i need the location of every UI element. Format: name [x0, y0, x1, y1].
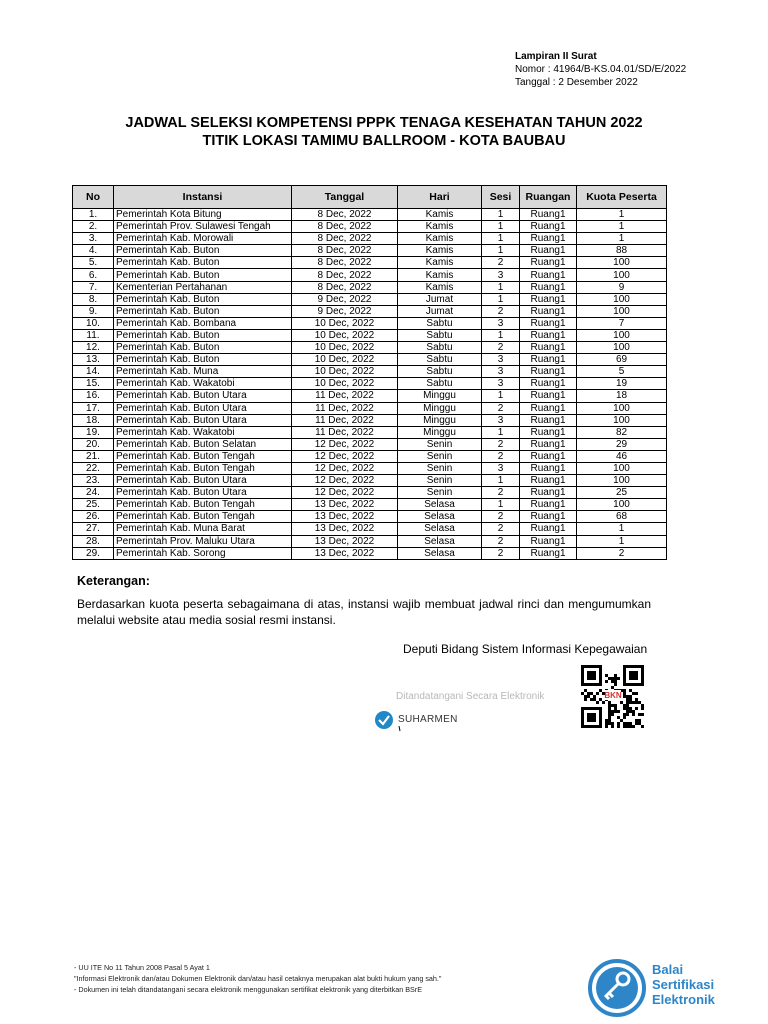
signature-mark-icon	[398, 726, 402, 732]
cell-no: 21.	[73, 450, 114, 462]
svg-text:BKN: BKN	[604, 691, 622, 700]
cell-hari: Selasa	[398, 511, 482, 523]
table-row	[73, 233, 667, 245]
cell-tanggal: 13 Dec, 2022	[292, 535, 398, 547]
cell-sesi: 3	[482, 462, 520, 474]
table-row	[73, 269, 667, 281]
cell-ruangan: Ruang1	[520, 269, 577, 281]
cell-hari: Kamis	[398, 233, 482, 245]
table-row	[73, 354, 667, 366]
cell-instansi: Pemerintah Kab. Buton	[114, 329, 292, 341]
table-row	[73, 487, 667, 499]
cell-no: 16.	[73, 390, 114, 402]
cell-tanggal: 8 Dec, 2022	[292, 233, 398, 245]
cell-kuota: 100	[577, 462, 667, 474]
notes-body: Berdasarkan kuota peserta sebagaimana di atas, instansi wajib membuat jadwal rinci dan mengumumkan melalui website atau media sosial resmi instansi.	[77, 597, 651, 627]
letter-number: Nomor : 41964/B-KS.04.01/SD/E/2022	[515, 64, 687, 75]
cell-no: 26.	[73, 511, 114, 523]
table-row	[73, 402, 667, 414]
cell-tanggal: 10 Dec, 2022	[292, 342, 398, 354]
cell-no: 28.	[73, 535, 114, 547]
cell-ruangan: Ruang1	[520, 535, 577, 547]
cell-kuota: 9	[577, 281, 667, 293]
cell-ruangan: Ruang1	[520, 293, 577, 305]
table-row	[73, 511, 667, 523]
column-header-kuota: Kuota Peserta	[577, 186, 667, 209]
cell-sesi: 2	[482, 511, 520, 523]
cell-ruangan: Ruang1	[520, 511, 577, 523]
cell-no: 6.	[73, 269, 114, 281]
column-header-tanggal: Tanggal	[292, 186, 398, 209]
cell-kuota: 19	[577, 378, 667, 390]
cell-ruangan: Ruang1	[520, 547, 577, 559]
letter-date: Tanggal : 2 Desember 2022	[515, 77, 638, 88]
cell-kuota: 100	[577, 257, 667, 269]
cell-kuota: 69	[577, 354, 667, 366]
cell-tanggal: 12 Dec, 2022	[292, 438, 398, 450]
cell-ruangan: Ruang1	[520, 390, 577, 402]
document-subtitle: TITIK LOKASI TAMIMU BALLROOM - KOTA BAUBAU	[202, 133, 566, 149]
cell-tanggal: 9 Dec, 2022	[292, 305, 398, 317]
cell-instansi: Pemerintah Kab. Buton Tengah	[114, 462, 292, 474]
cell-kuota: 100	[577, 402, 667, 414]
cell-tanggal: 8 Dec, 2022	[292, 257, 398, 269]
notes-heading: Keterangan:	[77, 574, 150, 588]
cell-ruangan: Ruang1	[520, 402, 577, 414]
cell-sesi: 2	[482, 487, 520, 499]
footer-line: - UU ITE No 11 Tahun 2008 Pasal 5 Ayat 1	[74, 963, 210, 972]
table-row	[73, 293, 667, 305]
cell-tanggal: 11 Dec, 2022	[292, 390, 398, 402]
bsre-name-line: Elektronik	[652, 992, 715, 1007]
cell-no: 5.	[73, 257, 114, 269]
column-header-ruangan: Ruangan	[520, 186, 577, 209]
cell-tanggal: 10 Dec, 2022	[292, 378, 398, 390]
cell-instansi: Pemerintah Prov. Sulawesi Tengah	[114, 221, 292, 233]
cell-hari: Sabtu	[398, 366, 482, 378]
cell-sesi: 2	[482, 523, 520, 535]
cell-instansi: Pemerintah Kab. Muna Barat	[114, 523, 292, 535]
cell-sesi: 3	[482, 414, 520, 426]
cell-kuota: 100	[577, 305, 667, 317]
cell-sesi: 2	[482, 535, 520, 547]
table-body	[73, 209, 667, 560]
cell-hari: Jumat	[398, 305, 482, 317]
cell-hari: Jumat	[398, 293, 482, 305]
cell-instansi: Pemerintah Kab. Buton Tengah	[114, 450, 292, 462]
schedule-table	[72, 185, 667, 560]
cell-kuota: 5	[577, 366, 667, 378]
table-row	[73, 221, 667, 233]
table-row	[73, 305, 667, 317]
column-header-instansi: Instansi	[114, 186, 292, 209]
cell-kuota: 100	[577, 293, 667, 305]
table-row	[73, 438, 667, 450]
letter-reference	[515, 50, 686, 89]
footer-line: "Informasi Elektronik dan/atau Dokumen Elektronik dan/atau hasil cetaknya merupakan alat bukti hukum yang sah."	[74, 974, 442, 983]
cell-no: 24.	[73, 487, 114, 499]
cell-kuota: 100	[577, 329, 667, 341]
table-row	[73, 317, 667, 329]
electronic-signature-text: Ditandatangani Secara Elektronik	[396, 691, 545, 702]
cell-no: 23.	[73, 475, 114, 487]
table-row	[73, 462, 667, 474]
cell-instansi: Pemerintah Kab. Buton Utara	[114, 487, 292, 499]
cell-ruangan: Ruang1	[520, 257, 577, 269]
table-row	[73, 366, 667, 378]
cell-ruangan: Ruang1	[520, 426, 577, 438]
table-row	[73, 329, 667, 341]
letter-title: Lampiran II Surat	[515, 51, 597, 62]
cell-tanggal: 11 Dec, 2022	[292, 402, 398, 414]
signatory-office: Deputi Bidang Sistem Informasi Kepegawaian	[403, 642, 648, 656]
cell-sesi: 2	[482, 547, 520, 559]
cell-hari: Minggu	[398, 390, 482, 402]
cell-kuota: 7	[577, 317, 667, 329]
cell-tanggal: 11 Dec, 2022	[292, 414, 398, 426]
cell-sesi: 2	[482, 305, 520, 317]
bsre-name	[652, 962, 715, 1007]
cell-sesi: 2	[482, 402, 520, 414]
cell-instansi: Pemerintah Kab. Sorong	[114, 547, 292, 559]
cell-instansi: Pemerintah Kab. Buton Utara	[114, 475, 292, 487]
cell-tanggal: 13 Dec, 2022	[292, 499, 398, 511]
cell-tanggal: 12 Dec, 2022	[292, 487, 398, 499]
cell-ruangan: Ruang1	[520, 354, 577, 366]
document-title: JADWAL SELEKSI KOMPETENSI PPPK TENAGA KESEHATAN TAHUN 2022	[125, 115, 643, 131]
cell-kuota: 100	[577, 269, 667, 281]
cell-hari: Selasa	[398, 523, 482, 535]
cell-instansi: Pemerintah Kab. Wakatobi	[114, 378, 292, 390]
cell-instansi: Pemerintah Kab. Buton	[114, 354, 292, 366]
table-row	[73, 257, 667, 269]
table-row	[73, 426, 667, 438]
table-row	[73, 475, 667, 487]
cell-kuota: 29	[577, 438, 667, 450]
cell-no: 2.	[73, 221, 114, 233]
cell-instansi: Pemerintah Kab. Buton	[114, 342, 292, 354]
cell-kuota: 46	[577, 450, 667, 462]
cell-kuota: 100	[577, 475, 667, 487]
cell-ruangan: Ruang1	[520, 209, 577, 221]
cell-ruangan: Ruang1	[520, 475, 577, 487]
cell-ruangan: Ruang1	[520, 305, 577, 317]
cell-tanggal: 8 Dec, 2022	[292, 209, 398, 221]
cell-sesi: 3	[482, 354, 520, 366]
cell-tanggal: 10 Dec, 2022	[292, 317, 398, 329]
cell-kuota: 2	[577, 547, 667, 559]
cell-instansi: Pemerintah Kab. Buton	[114, 257, 292, 269]
signature-badge-icon	[374, 710, 394, 730]
cell-hari: Kamis	[398, 257, 482, 269]
cell-tanggal: 9 Dec, 2022	[292, 293, 398, 305]
cell-tanggal: 12 Dec, 2022	[292, 450, 398, 462]
cell-ruangan: Ruang1	[520, 438, 577, 450]
cell-kuota: 1	[577, 233, 667, 245]
cell-hari: Sabtu	[398, 342, 482, 354]
cell-tanggal: 11 Dec, 2022	[292, 426, 398, 438]
table-row	[73, 209, 667, 221]
cell-ruangan: Ruang1	[520, 233, 577, 245]
cell-ruangan: Ruang1	[520, 221, 577, 233]
cell-tanggal: 8 Dec, 2022	[292, 221, 398, 233]
cell-instansi: Pemerintah Kota Bitung	[114, 209, 292, 221]
table-row	[73, 414, 667, 426]
cell-tanggal: 13 Dec, 2022	[292, 523, 398, 535]
cell-tanggal: 8 Dec, 2022	[292, 269, 398, 281]
cell-sesi: 3	[482, 378, 520, 390]
table-row	[73, 281, 667, 293]
cell-no: 22.	[73, 462, 114, 474]
cell-kuota: 68	[577, 511, 667, 523]
cell-no: 17.	[73, 402, 114, 414]
cell-ruangan: Ruang1	[520, 378, 577, 390]
table-row	[73, 523, 667, 535]
cell-hari: Minggu	[398, 426, 482, 438]
bsre-name-line: Balai	[652, 962, 684, 977]
cell-instansi: Pemerintah Kab. Buton	[114, 269, 292, 281]
signatory-name: SUHARMEN	[398, 714, 458, 725]
cell-hari: Sabtu	[398, 329, 482, 341]
cell-no: 13.	[73, 354, 114, 366]
cell-ruangan: Ruang1	[520, 281, 577, 293]
cell-hari: Senin	[398, 462, 482, 474]
table-row	[73, 390, 667, 402]
cell-no: 18.	[73, 414, 114, 426]
column-header-sesi: Sesi	[482, 186, 520, 209]
cell-kuota: 100	[577, 342, 667, 354]
cell-no: 12.	[73, 342, 114, 354]
cell-ruangan: Ruang1	[520, 462, 577, 474]
cell-tanggal: 12 Dec, 2022	[292, 462, 398, 474]
cell-no: 19.	[73, 426, 114, 438]
column-header-no: No	[73, 186, 114, 209]
cell-no: 15.	[73, 378, 114, 390]
cell-sesi: 1	[482, 426, 520, 438]
cell-no: 3.	[73, 233, 114, 245]
cell-instansi: Pemerintah Kab. Buton	[114, 305, 292, 317]
cell-tanggal: 8 Dec, 2022	[292, 281, 398, 293]
cell-instansi: Pemerintah Kab. Buton	[114, 245, 292, 257]
cell-instansi: Pemerintah Kab. Buton	[114, 293, 292, 305]
cell-tanggal: 13 Dec, 2022	[292, 511, 398, 523]
cell-instansi: Pemerintah Kab. Buton Tengah	[114, 511, 292, 523]
cell-no: 27.	[73, 523, 114, 535]
cell-tanggal: 13 Dec, 2022	[292, 547, 398, 559]
cell-kuota: 1	[577, 523, 667, 535]
cell-instansi: Pemerintah Kab. Wakatobi	[114, 426, 292, 438]
cell-sesi: 1	[482, 245, 520, 257]
cell-no: 14.	[73, 366, 114, 378]
cell-instansi: Pemerintah Prov. Maluku Utara	[114, 535, 292, 547]
cell-instansi: Pemerintah Kab. Muna	[114, 366, 292, 378]
bsre-name-line: Sertifikasi	[652, 977, 715, 992]
cell-hari: Kamis	[398, 221, 482, 233]
cell-sesi: 2	[482, 342, 520, 354]
footer-line: - Dokumen ini telah ditandatangani secara elektronik menggunakan sertifikat elektronik yang diterbitkan BSrE	[74, 985, 422, 994]
cell-sesi: 1	[482, 209, 520, 221]
cell-sesi: 3	[482, 317, 520, 329]
cell-sesi: 1	[482, 233, 520, 245]
cell-hari: Sabtu	[398, 354, 482, 366]
footer-notes	[74, 962, 441, 995]
cell-kuota: 18	[577, 390, 667, 402]
cell-sesi: 2	[482, 438, 520, 450]
table-row	[73, 547, 667, 559]
table-row	[73, 450, 667, 462]
cell-ruangan: Ruang1	[520, 329, 577, 341]
qr-code-icon	[579, 664, 647, 728]
cell-hari: Kamis	[398, 245, 482, 257]
cell-hari: Minggu	[398, 414, 482, 426]
cell-hari: Selasa	[398, 499, 482, 511]
cell-hari: Sabtu	[398, 378, 482, 390]
cell-instansi: Pemerintah Kab. Buton Utara	[114, 390, 292, 402]
cell-sesi: 1	[482, 329, 520, 341]
cell-hari: Selasa	[398, 547, 482, 559]
cell-sesi: 2	[482, 450, 520, 462]
cell-ruangan: Ruang1	[520, 499, 577, 511]
cell-sesi: 2	[482, 257, 520, 269]
cell-tanggal: 10 Dec, 2022	[292, 329, 398, 341]
cell-sesi: 1	[482, 281, 520, 293]
cell-tanggal: 10 Dec, 2022	[292, 354, 398, 366]
cell-instansi: Pemerintah Kab. Bombana	[114, 317, 292, 329]
cell-sesi: 1	[482, 475, 520, 487]
cell-no: 4.	[73, 245, 114, 257]
cell-instansi: Pemerintah Kab. Morowali	[114, 233, 292, 245]
table-row	[73, 535, 667, 547]
cell-instansi: Pemerintah Kab. Buton Utara	[114, 402, 292, 414]
cell-hari: Senin	[398, 438, 482, 450]
cell-kuota: 25	[577, 487, 667, 499]
cell-ruangan: Ruang1	[520, 450, 577, 462]
cell-no: 29.	[73, 547, 114, 559]
cell-no: 25.	[73, 499, 114, 511]
cell-kuota: 1	[577, 209, 667, 221]
cell-tanggal: 10 Dec, 2022	[292, 366, 398, 378]
cell-ruangan: Ruang1	[520, 366, 577, 378]
cell-ruangan: Ruang1	[520, 342, 577, 354]
cell-hari: Senin	[398, 450, 482, 462]
cell-sesi: 1	[482, 221, 520, 233]
cell-kuota: 1	[577, 535, 667, 547]
cell-no: 20.	[73, 438, 114, 450]
bsre-emblem-icon	[587, 958, 647, 1018]
cell-kuota: 100	[577, 499, 667, 511]
cell-tanggal: 12 Dec, 2022	[292, 475, 398, 487]
column-header-hari: Hari	[398, 186, 482, 209]
cell-hari: Selasa	[398, 535, 482, 547]
cell-ruangan: Ruang1	[520, 317, 577, 329]
cell-no: 8.	[73, 293, 114, 305]
cell-hari: Kamis	[398, 281, 482, 293]
cell-hari: Kamis	[398, 269, 482, 281]
cell-hari: Senin	[398, 475, 482, 487]
table-row	[73, 342, 667, 354]
bsre-logo	[587, 956, 767, 1018]
cell-instansi: Pemerintah Kab. Buton Utara	[114, 414, 292, 426]
cell-kuota: 1	[577, 221, 667, 233]
cell-sesi: 1	[482, 293, 520, 305]
cell-hari: Kamis	[398, 209, 482, 221]
cell-tanggal: 8 Dec, 2022	[292, 245, 398, 257]
cell-no: 1.	[73, 209, 114, 221]
table-row	[73, 499, 667, 511]
cell-ruangan: Ruang1	[520, 487, 577, 499]
cell-instansi: Kementerian Pertahanan	[114, 281, 292, 293]
cell-kuota: 100	[577, 414, 667, 426]
table-header-row	[73, 186, 667, 209]
cell-ruangan: Ruang1	[520, 245, 577, 257]
cell-sesi: 1	[482, 499, 520, 511]
cell-no: 11.	[73, 329, 114, 341]
cell-hari: Senin	[398, 487, 482, 499]
cell-ruangan: Ruang1	[520, 523, 577, 535]
cell-sesi: 1	[482, 390, 520, 402]
cell-sesi: 3	[482, 269, 520, 281]
cell-hari: Minggu	[398, 402, 482, 414]
table-row	[73, 245, 667, 257]
cell-kuota: 88	[577, 245, 667, 257]
cell-instansi: Pemerintah Kab. Buton Tengah	[114, 499, 292, 511]
cell-ruangan: Ruang1	[520, 414, 577, 426]
cell-kuota: 82	[577, 426, 667, 438]
cell-no: 7.	[73, 281, 114, 293]
cell-hari: Sabtu	[398, 317, 482, 329]
cell-no: 10.	[73, 317, 114, 329]
cell-instansi: Pemerintah Kab. Buton Selatan	[114, 438, 292, 450]
table-row	[73, 378, 667, 390]
cell-no: 9.	[73, 305, 114, 317]
cell-sesi: 3	[482, 366, 520, 378]
